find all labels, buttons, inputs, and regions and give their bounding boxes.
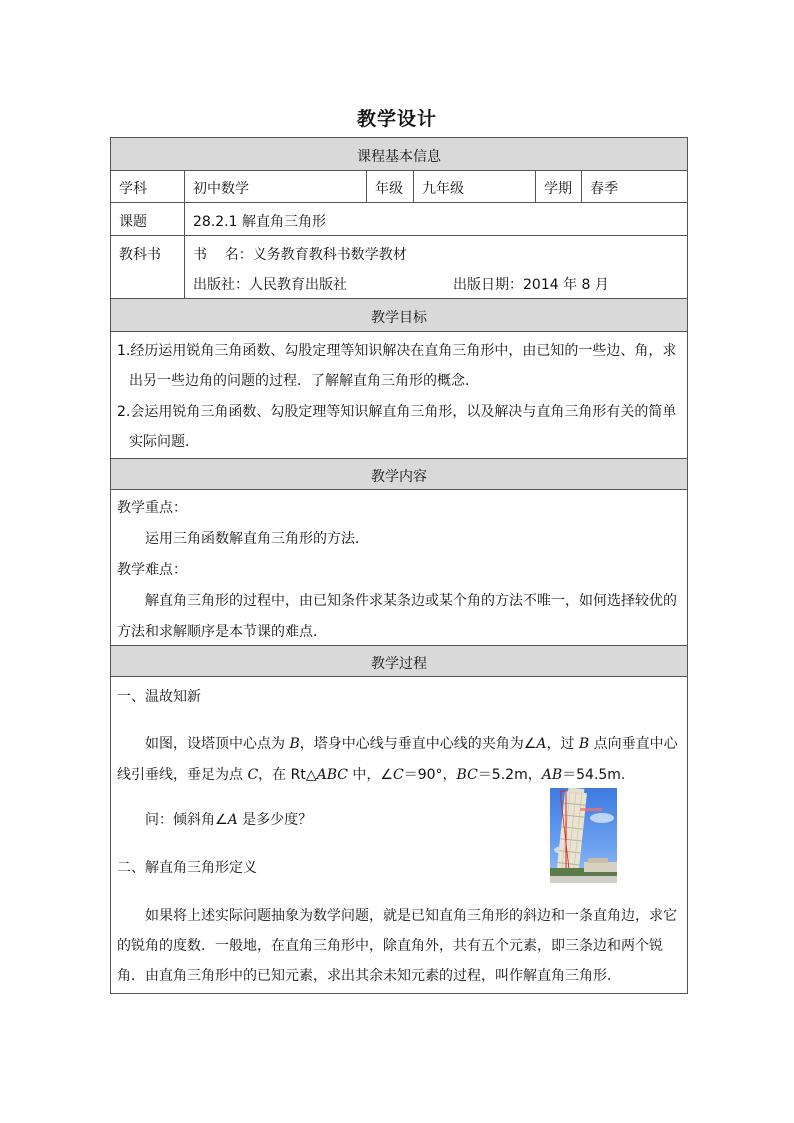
book-name: 书 名：义务教育教科书数学教材 [193,247,407,263]
term-label-cell [536,171,582,202]
subject-label: 学科 [119,181,147,197]
section-definition: 二、解直角三角形定义 [117,860,257,876]
text-run: ＝90°， [403,767,457,783]
difficulty-line-2: 方法和求解顺序是本节课的难点． [117,624,327,640]
topic-value-cell [185,203,687,235]
objectives-header-text: 教学目标 [371,310,427,326]
text-run: ＝5.2m， [477,767,542,783]
process-header-text: 教学过程 [371,656,427,672]
objective-2-line-1: 2.会运用锐角三角函数、勾股定理等知识解直角三角形，以及解决与直角三角形有关的简单 [117,404,677,420]
difficulty-label: 教学难点： [117,562,187,578]
subject-value-cell [185,171,367,202]
objective-2-line-2: 实际问题． [129,434,199,450]
var-bc: BC [456,767,478,783]
objectives-header [111,299,687,332]
grade-label: 年级 [375,181,403,197]
var-c: C [247,767,259,783]
objectives-body [111,332,687,459]
publisher: 出版社：人民教育出版社 [193,277,347,293]
basic-info-header [111,138,687,171]
publication-date: 出版日期：2014 年 8 月 [453,277,609,293]
problem-line-2 [117,764,625,784]
var-ab: AB [541,767,563,783]
text-run: ，过 [546,736,579,752]
var-b: B [578,736,590,752]
basic-info-header-text: 课程基本信息 [357,149,441,165]
subject-row [111,171,687,203]
topic-label: 课题 [119,214,147,230]
key-point-label: 教学重点： [117,500,187,516]
grade-value: 九年级 [422,181,464,197]
difficulty-line-1: 解直角三角形的过程中，由已知条件求某条边或某个角的方法不唯一，如何选择较优的 [145,593,677,609]
question-line [145,809,312,829]
content-header-text: 教学内容 [371,469,427,485]
text-run: 中，∠ [347,767,393,783]
content-header [111,459,687,490]
grade-value-cell [414,171,536,202]
text-run: ，在 Rt△ [258,767,317,783]
topic-label-cell [111,203,185,235]
var-c: C [393,767,404,783]
text-run: 是多少度？ [237,812,313,828]
definition-line-1: 如果将上述实际问题抽象为数学问题，就是已知直角三角形的斜边和一条直角边，求它 [145,908,677,924]
term-value: 春季 [590,181,618,197]
objective-1-line-1: 1.经历运用锐角三角函数、勾股定理等知识解决在直角三角形中，由已知的一些边、角，求 [117,343,677,359]
text-run: 问：倾斜角∠ [145,812,228,828]
textbook-label-cell [111,236,185,298]
grade-label-cell [367,171,414,202]
text-run: ，塔身中心线与垂直中心线的夹角为∠ [299,736,537,752]
textbook-label: 教科书 [119,247,161,263]
var-a: A [227,812,238,828]
textbook-row [111,236,687,299]
topic-value: 28.2.1 解直角三角形 [193,214,326,230]
key-point-text: 运用三角函数解直角三角形的方法． [145,531,369,547]
text-run: ＝54.5m. [562,767,626,783]
lesson-plan-table [110,137,688,994]
problem-line-1 [145,733,678,753]
definition-line-2: 的锐角的度数．一般地，在直角三角形中，除直角外，共有五个元素，即三条边和两个锐 [117,938,663,954]
text-run: 如图，设塔顶中心点为 [145,736,290,752]
process-header [111,646,687,677]
section-review: 一、温故知新 [117,689,201,705]
subject-label-cell [111,171,185,202]
definition-line-3: 角．由直角三角形中的已知元素，求出其余未知元素的过程，叫作解直角三角形． [117,968,621,984]
term-value-cell [582,171,687,202]
content-body [111,490,687,646]
topic-row [111,203,687,236]
page-title: 教学设计 [356,108,437,130]
tower-illustration [550,788,617,883]
text-run: 点向垂直中心 [589,736,678,752]
textbook-value-cell [185,236,687,298]
var-a: A [536,736,547,752]
subject-value: 初中数学 [193,181,249,197]
var-b: B [289,736,300,752]
text-run: 线引垂线，垂足为点 [117,767,248,783]
var-abc: ABC [316,767,348,783]
term-label: 学期 [544,181,572,197]
objective-1-line-2: 出另一些边角的问题的过程．了解解直角三角形的概念． [129,373,479,389]
leaning-tower-photo [550,788,617,883]
